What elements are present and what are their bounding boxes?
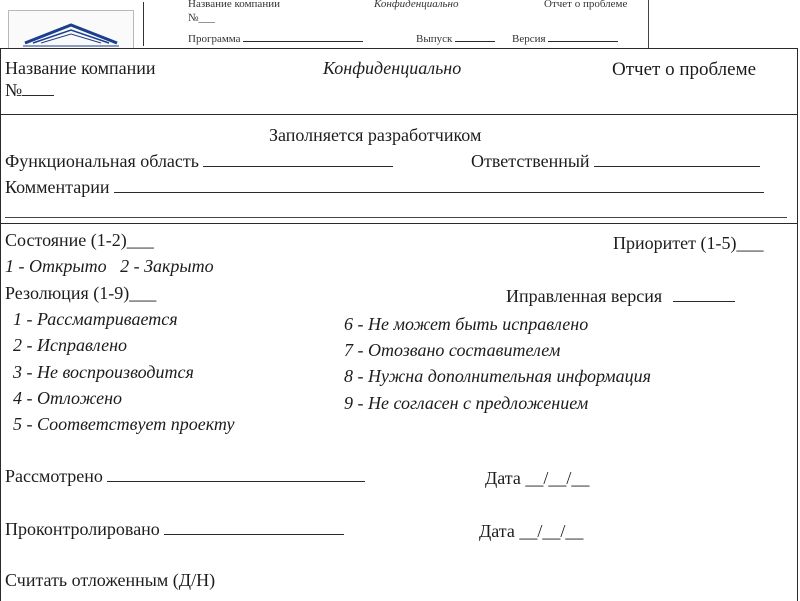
resolution-option: 8 - Нужна дополнительная информация	[344, 366, 651, 386]
report-number-field[interactable]: №	[5, 80, 54, 101]
company-label: Название компании	[5, 58, 156, 78]
resolution-option: 4 - Отложено	[13, 388, 123, 408]
responsible-field[interactable]: Ответственный	[471, 151, 760, 172]
resolution-option: 3 - Не воспроизводится	[13, 362, 194, 382]
page-separator	[143, 2, 144, 46]
resolution-option: 5 - Соответствует проекту	[13, 414, 235, 434]
comments-field[interactable]: Комментарии	[5, 177, 764, 198]
fixed-version-field[interactable]: Иправленная версия	[506, 286, 735, 307]
background-form	[180, 0, 649, 48]
review-date-field[interactable]: Дата __/__/__	[485, 468, 590, 488]
functional-area-field[interactable]: Функциональная область	[5, 151, 393, 172]
deferred-field[interactable]: Считать отложенным (Д/Н)	[5, 570, 216, 590]
state-options: 1 - Открыто 2 - Закрыто	[5, 256, 214, 276]
logo-emblem-icon	[9, 11, 133, 51]
bg-release-label: Выпуск	[416, 27, 495, 45]
header-divider	[1, 114, 797, 115]
priority-field[interactable]: Приоритет (1-5)___	[613, 233, 764, 253]
resolution-option: 2 - Исправлено	[13, 335, 128, 355]
confidential-label: Конфиденциально	[323, 58, 462, 78]
check-date-field[interactable]: Дата __/__/__	[479, 521, 584, 541]
report-title: Отчет о проблеме	[612, 59, 757, 80]
reviewed-field[interactable]: Рассмотрено	[5, 466, 365, 487]
resolution-option: 9 - Не согласен с предложением	[344, 393, 589, 413]
bg-report-title: Отчет о проблеме	[544, 0, 628, 10]
comments-extra-line	[5, 217, 787, 218]
state-field[interactable]: Состояние (1-2)___	[5, 230, 154, 250]
bg-version-label: Версия	[512, 27, 618, 45]
bg-number-label: №___	[188, 12, 215, 24]
problem-report-form	[0, 48, 798, 601]
developer-section-title: Заполняется разработчиком	[269, 125, 482, 145]
bg-program-label: Программа	[188, 27, 363, 45]
resolution-field[interactable]: Резолюция (1-9)___	[5, 283, 157, 303]
resolution-option: 6 - Не может быть исправлено	[344, 314, 589, 334]
check-date-blank: __/__/__	[519, 521, 584, 541]
resolution-option: 7 - Отозвано составителем	[344, 340, 561, 360]
bg-confidential-label: Конфиденциально	[374, 0, 459, 10]
resolution-option: 1 - Рассматривается	[13, 309, 178, 329]
section-divider	[1, 223, 797, 224]
review-date-blank: __/__/__	[525, 468, 590, 488]
bg-company-label: Название компании	[188, 0, 280, 10]
logo-image	[8, 10, 134, 52]
checked-field[interactable]: Проконтролировано	[5, 519, 344, 540]
